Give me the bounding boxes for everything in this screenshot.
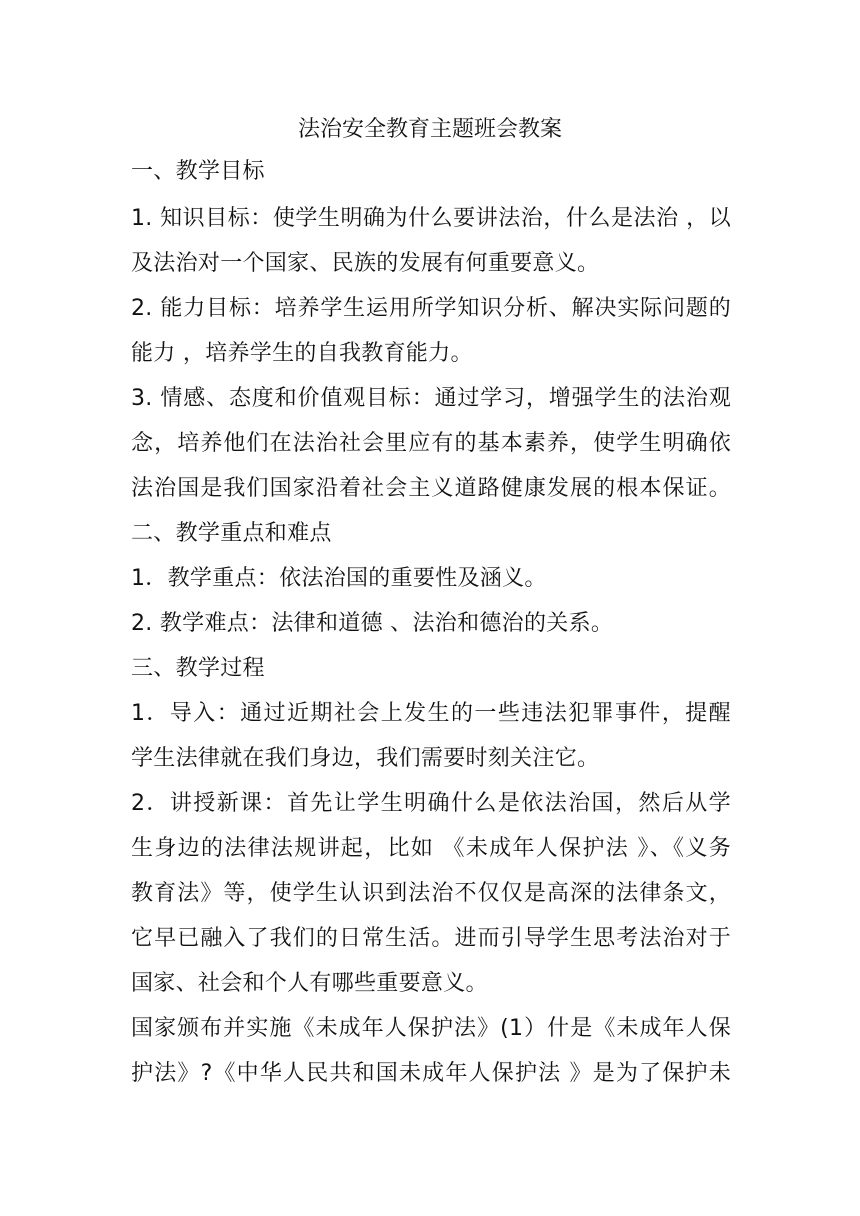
section-heading-objectives: 一、教学目标 — [131, 159, 265, 184]
paragraph-line: 1. 知识目标：使学生明确为什么要讲法治，什么是法治 ，以 — [131, 206, 731, 231]
paragraph-line: 1．导入：通过近期社会上发生的一些违法犯罪事件，提醒 — [131, 701, 731, 726]
section-heading-process: 三、教学过程 — [131, 656, 265, 681]
paragraph-line: 它早已融入了我们的日常生活。进而引导学生思考法治对于 — [131, 926, 731, 951]
paragraph-line: 生身边的法律法规讲起，比如 《未成年人保护法 》、《义务 — [131, 836, 731, 861]
paragraph-line: 能力 ，培养学生的自我教育能力。 — [131, 341, 473, 366]
paragraph-line: 国家颁布并实施《未成年人保护法》(1）什是《未成年人保 — [131, 1016, 731, 1041]
paragraph-line: 及法治对一个国家、民族的发展有何重要意义。 — [131, 251, 600, 276]
paragraph-line: 教育法》等，使学生认识到法治不仅仅是高深的法律条文， — [131, 881, 731, 906]
paragraph-line: 护法》?《中华人民共和国未成年人保护法 》是为了保护未 — [131, 1061, 731, 1086]
paragraph-line: 1．教学重点：依法治国的重要性及涵义。 — [131, 566, 547, 591]
document-title: 法治安全教育主题班会教案 — [297, 117, 562, 142]
paragraph-line: 学生法律就在我们身边，我们需要时刻关注它。 — [131, 746, 600, 771]
paragraph-line: 2. 能力目标：培养学生运用所学知识分析、解决实际问题的 — [131, 296, 731, 321]
section-heading-key-points: 二、教学重点和难点 — [131, 521, 332, 546]
paragraph-line: 法治国是我们国家沿着社会主义道路健康发展的根本保证。 — [131, 476, 731, 501]
paragraph-line: 2．讲授新课：首先让学生明确什么是依法治国，然后从学 — [131, 791, 731, 816]
paragraph-line: 国家、社会和个人有哪些重要意义。 — [131, 971, 488, 996]
paragraph-line: 3. 情感、态度和价值观目标：通过学习，增强学生的法治观 — [131, 386, 731, 411]
paragraph-line: 念，培养他们在法治社会里应有的基本素养，使学生明确依 — [131, 431, 731, 456]
paragraph-line: 2. 教学难点：法律和道德 、法治和德治的关系。 — [131, 611, 614, 636]
